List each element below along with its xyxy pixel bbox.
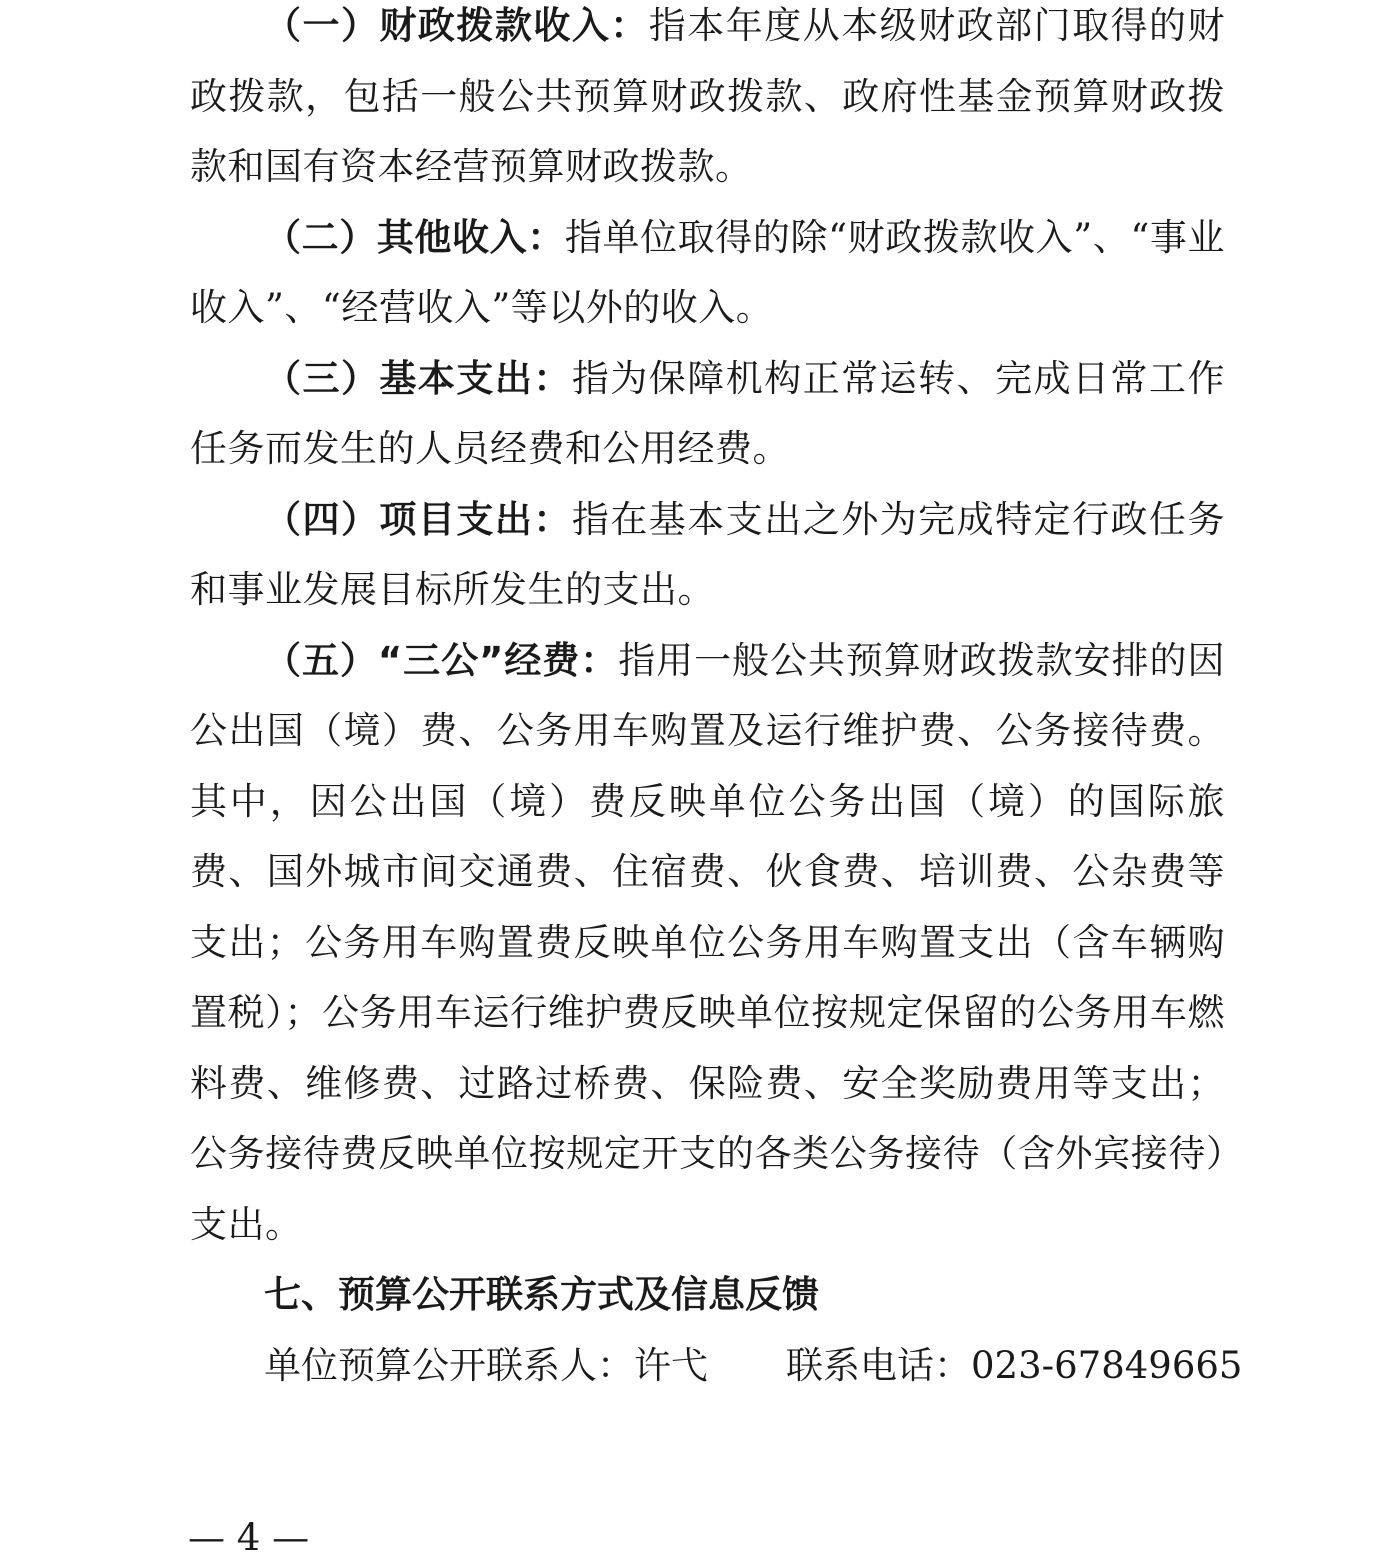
definition-term: （五）“三公”经费： [264,638,619,682]
definition-project-expenditure [190,485,1225,626]
definition-other-income [190,203,1225,344]
definition-three-public-expenses [190,626,1225,1261]
section-heading: 七、预算公开联系方式及信息反馈 [264,1273,819,1316]
phone-number: 023-67849665 [971,1343,1243,1387]
definition-text: 指为保障机构正常运转、完成日常工作任务而发生的人员经费和公用经费。 [190,356,1226,470]
definition-term: （一）财政拨款收入： [264,4,649,47]
contact-person: 许弋 [634,1343,708,1387]
definition-text: 指用一般公共预算财政拨款安排的因公出国（境）费、公务用车购置及运行维护费、公务接待费。其中，因公出国（境）费反映单位公务出国（境）的国际旅费、国外城市间交通费、住宿费、伙食费、培训费、公杂费等支出；公务用车购置费反映单位公务用车购置支出（含车辆购置税）；公务用车运行维护费反映单位按规定保留的公务用车燃料费、维修费、过路过桥费、保险费、安全奖励费用等支出；公务接待费反映单位按规定开支的各类公务接待（含外宾接待）支出。 [190,638,1226,1246]
contact-person-label: 单位预算公开联系人： [264,1343,634,1387]
definition-basic-expenditure [190,344,1225,485]
definition-text: 指单位取得的除“财政拨款收入”、“事业收入”、“经营收入”等以外的收入。 [190,215,1226,329]
definition-term: （三）基本支出： [264,356,572,400]
definition-term: （二）其他收入： [264,215,565,259]
definition-text: 指在基本支出之外为完成特定行政任务和事业发展目标所发生的支出。 [190,497,1226,611]
definition-fiscal-appropriation [190,0,1225,203]
contact-line [190,1331,1243,1402]
page-number: — 4 — [188,1516,310,1559]
document-body [190,0,1243,1401]
definition-term: （四）项目支出： [264,497,572,541]
definition-text: 指本年度从本级财政部门取得的财政拨款，包括一般公共预算财政拨款、政府性基金预算财政拨款和国有资本经营预算财政拨款。 [190,4,1226,188]
phone-label: 联系电话： [786,1343,971,1387]
